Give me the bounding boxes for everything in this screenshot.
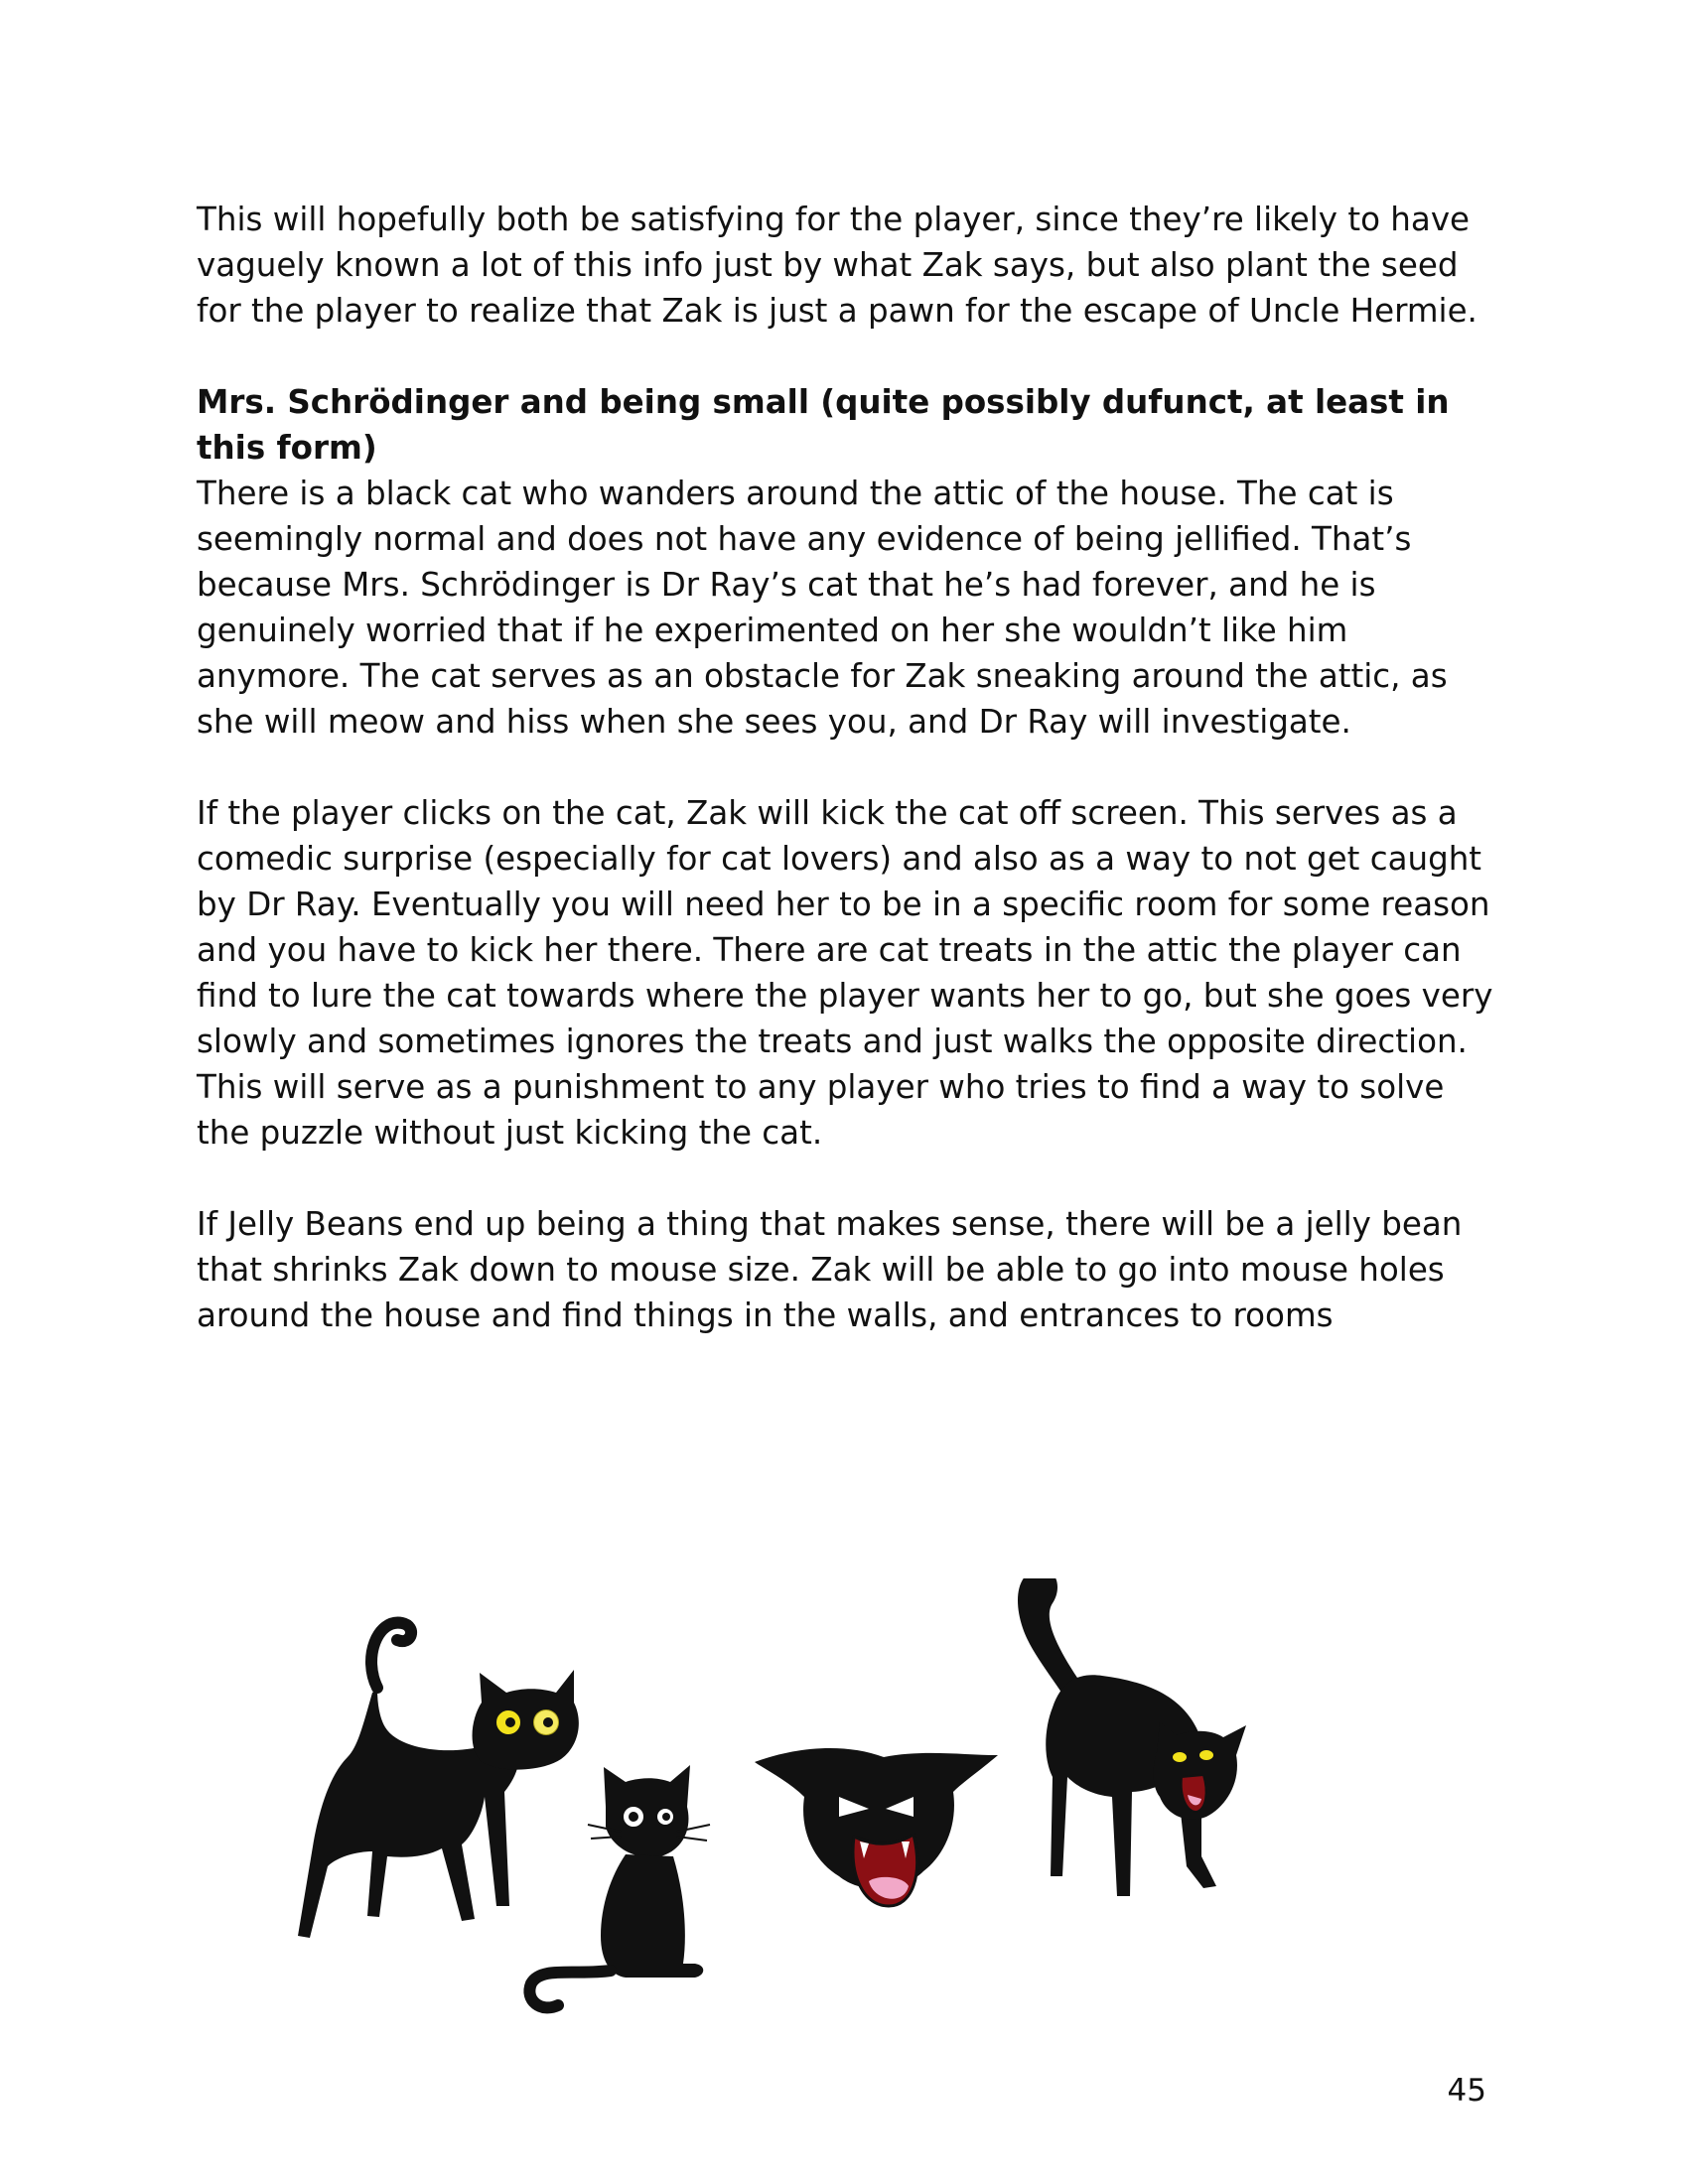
cat-description-paragraph: There is a black cat who wanders around the attic of the house. The cat is seemingly normal and does not have any evidence of being jellified. That’s because Mrs. Schrödinger is Dr Ray’s cat that he’s had forever, and he is genuinely worried that if he experimented on her she wouldn’t like him anymore. The cat serves as an obstacle for Zak sneaking around the attic, as she will meow and hiss when she sees you, and Dr Ray will investigate. [197, 475, 1448, 741]
kick-cat-paragraph: If the player clicks on the cat, Zak will kick the cat off screen. This serves as a comedic surprise (especially for cat lovers) and also as a way to not get caught by Dr Ray. Eventually you will need her to be in a specific room for some reason and you have to kick her there. There are cat treats in the attic the player can find to lure the cat towards where the player wants her to go, but she goes very slowly and sometimes ignores the treats and just walks the opposite direction. This will serve as a punishment to any player who tries to find a way to solve the puzzle without just kicking the cat. [197, 794, 1493, 1152]
arched-cat [1018, 1578, 1246, 1896]
walking-cat [298, 1623, 579, 1938]
cat-illustration [268, 1578, 1390, 2035]
sitting-cat [529, 1765, 710, 2007]
page-number: 45 [1447, 2073, 1486, 2109]
section-heading: Mrs. Schrödinger and being small (quite possibly dufunct, at least in this form) [197, 383, 1450, 467]
document-body [197, 197, 1497, 1338]
intro-paragraph: This will hopefully both be satisfying for the player, since they’re likely to have vaguely known a lot of this info just by what Zak says, but also plant the seed for the player to realize that Zak is just a pawn for the escape of Uncle Hermie. [197, 201, 1477, 330]
hissing-cat-face [755, 1748, 998, 1906]
jelly-beans-paragraph: If Jelly Beans end up being a thing that makes sense, there will be a jelly bean that shrinks Zak down to mouse size. Zak will be able to go into mouse holes around the house and find things in the walls, and entrances to rooms [197, 1205, 1463, 1334]
